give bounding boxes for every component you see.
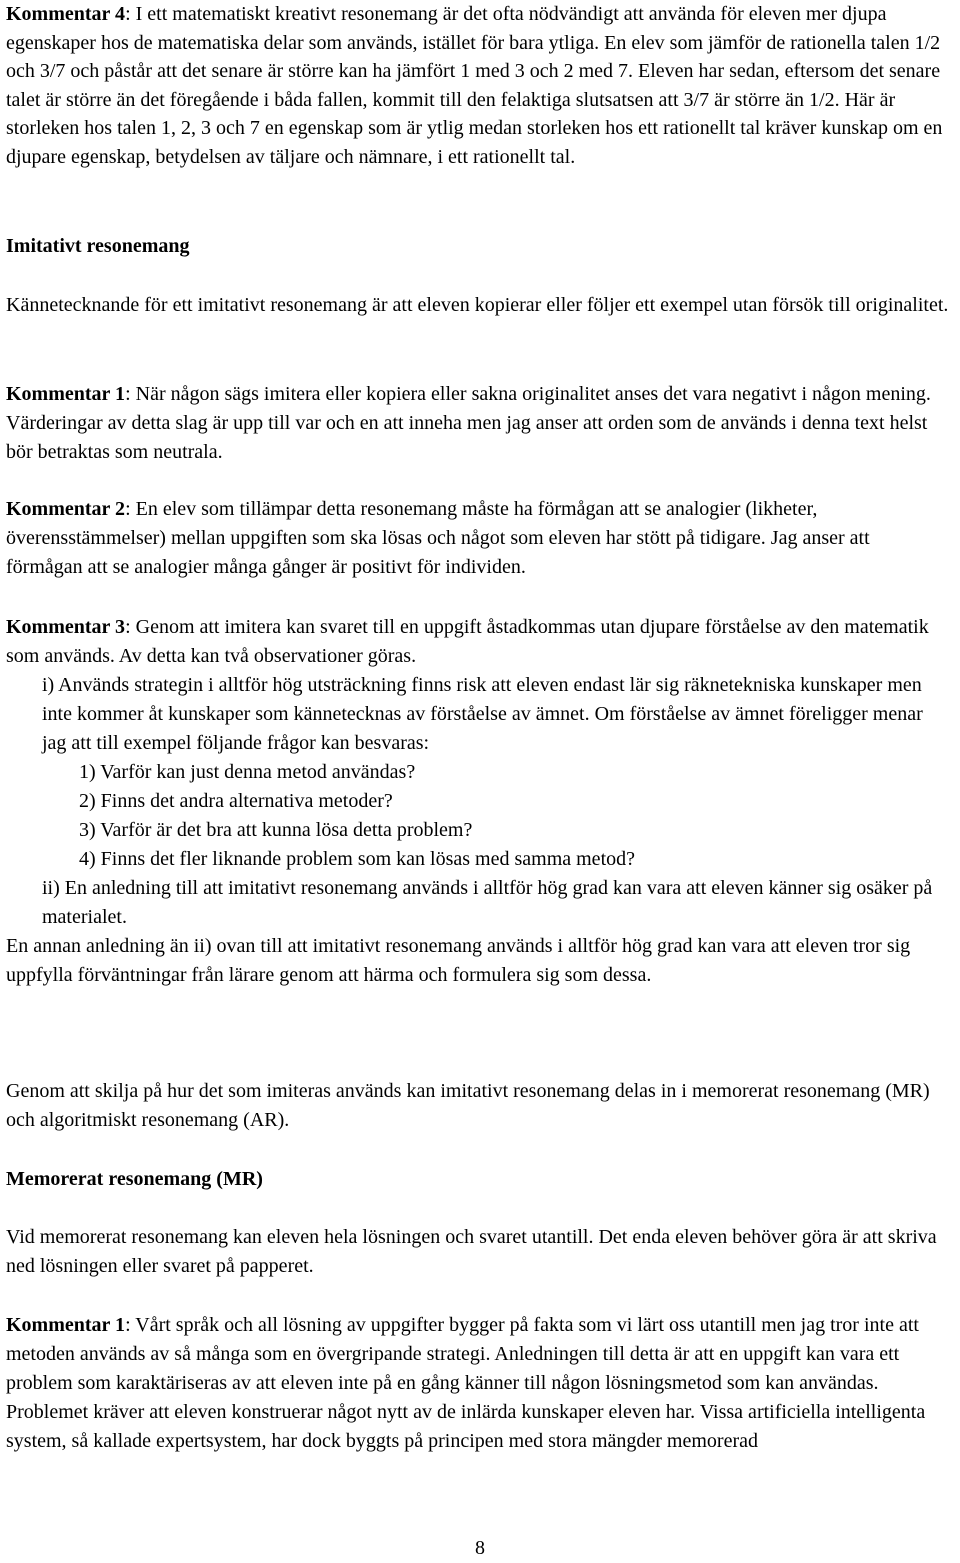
paragraph-label: Kommentar 2 [6,498,126,520]
heading-imitativt-resonemang: Imitativt resonemang [6,235,190,257]
question-item: 2) Finns det andra alternativa metoder? [79,790,393,812]
paragraph-mr-ar: Genom att skilja på hur det som imiteras används kan imitativt resonemang delas in i memorerat resonemang (MR) och algoritmiskt resonemang (AR). [6,1080,930,1131]
heading-memorerat-resonemang: Memorerat resonemang (MR) [6,1168,263,1190]
paragraph-text: : Vårt språk och all lösning av uppgifter bygger på fakta som vi lärt oss utantill men jag tror inte att metoden används av så många som en övergripande strategi. Anledningen till detta är att en uppgift kan vara ett problem som karaktäriseras av att eleven inte på en gång känner till någon lösningsmetod som kan användas. Problemet kräver att eleven konstruerar något nytt av de inlärda kunskaper eleven har. Vissa artificiella intelligenta system, så kallade expertsystem, har dock byggts på principen med stora mängder memorerad [6,1314,926,1452]
paragraph-imitativt-definition: Kännetecknande för ett imitativt resonemang är att eleven kopierar eller följer ett exempel utan försök till originalitet. [6,294,949,316]
section-kommentar-3 [6,613,950,990]
paragraph-text: : Genom att imitera kan svaret till en uppgift åstadkommas utan djupare förståelse av den matematik som används. Av detta kan två observationer göras. [6,616,929,667]
paragraph-label: Kommentar 3 [6,616,126,638]
paragraph-kommentar-2 [6,495,950,582]
question-item: 1) Varför kan just denna metod användas? [79,761,416,783]
paragraph-kommentar-3 [6,613,950,671]
paragraph-text: : När någon sägs imitera eller kopiera eller sakna originalitet anses det vara negativt i någon mening. Värderingar av detta slag är upp till var och en att inneha men jag anser att orden som de används i denna text helst bör betraktas som neutrala. [6,383,931,463]
paragraph-kommentar-4 [6,0,951,171]
paragraph-label: Kommentar 1 [6,383,126,405]
page-number: 8 [475,1537,485,1559]
paragraph-label: Kommentar 4 [6,3,126,25]
paragraph-text: : I ett matematiskt kreativt resonemang är det ofta nödvändigt att använda för eleven mer djupa egenskaper hos de matematiska delar som används, istället för bara ytliga. En elev som jämför de rationella talen 1/2 och 3/7 och påstår att det senare är större kan ha jämfört 1 med 3 och 2 med 7. Eleven har sedan, eftersom det senare talet är större än det föregående i båda fallen, kommit till den felaktiga slutsatsen att 3/7 är större än 1/2. Här är storleken hos talen 1, 2, 3 och 7 en egenskap som är ytlig medan storleken hos ett rationellt tal kräver kunskap om en djupare egenskap, betydelsen av täljare och nämnare, i ett rationellt tal. [6,3,943,168]
paragraph-annan-anledning: En annan anledning än ii) ovan till att imitativt resonemang används i alltför hög grad kan vara att eleven tror sig uppfylla förväntningar från lärare genom att härma och formulera sig som dessa. [6,935,911,986]
paragraph-text: : En elev som tillämpar detta resonemang måste ha förmågan att se analogier (likheter, överensstämmelser) mellan uppgiften som ska lösas och något som eleven har stött på tidigare. Jag anser att förmågan att se analogier många gånger är positivt för individen. [6,498,870,578]
question-item: 3) Varför är det bra att kunna lösa detta problem? [79,819,473,841]
observation-i: i) Används strategin i alltför hög utsträckning finns risk att eleven endast lär sig räknetekniska kunskaper men inte kommer åt kunskaper som kännetecknas av förståelse av ämnet. Om förståelse av ämnet föreligger menar jag att till exempel följande frågor kan besvaras: [42,674,923,754]
question-item: 4) Finns det fler liknande problem som kan lösas med samma metod? [79,848,635,870]
observation-ii: ii) En anledning till att imitativt resonemang används i alltför hög grad kan vara att eleven känner sig osäker på materialet. [42,877,933,928]
paragraph-kommentar-1-mr [6,1311,950,1456]
paragraph-kommentar-1 [6,380,950,467]
paragraph-label: Kommentar 1 [6,1314,126,1336]
paragraph-memorerat-definition: Vid memorerat resonemang kan eleven hela lösningen och svaret utantill. Det enda eleven behöver göra är att skriva ned lösningen eller svaret på papperet. [6,1226,937,1277]
